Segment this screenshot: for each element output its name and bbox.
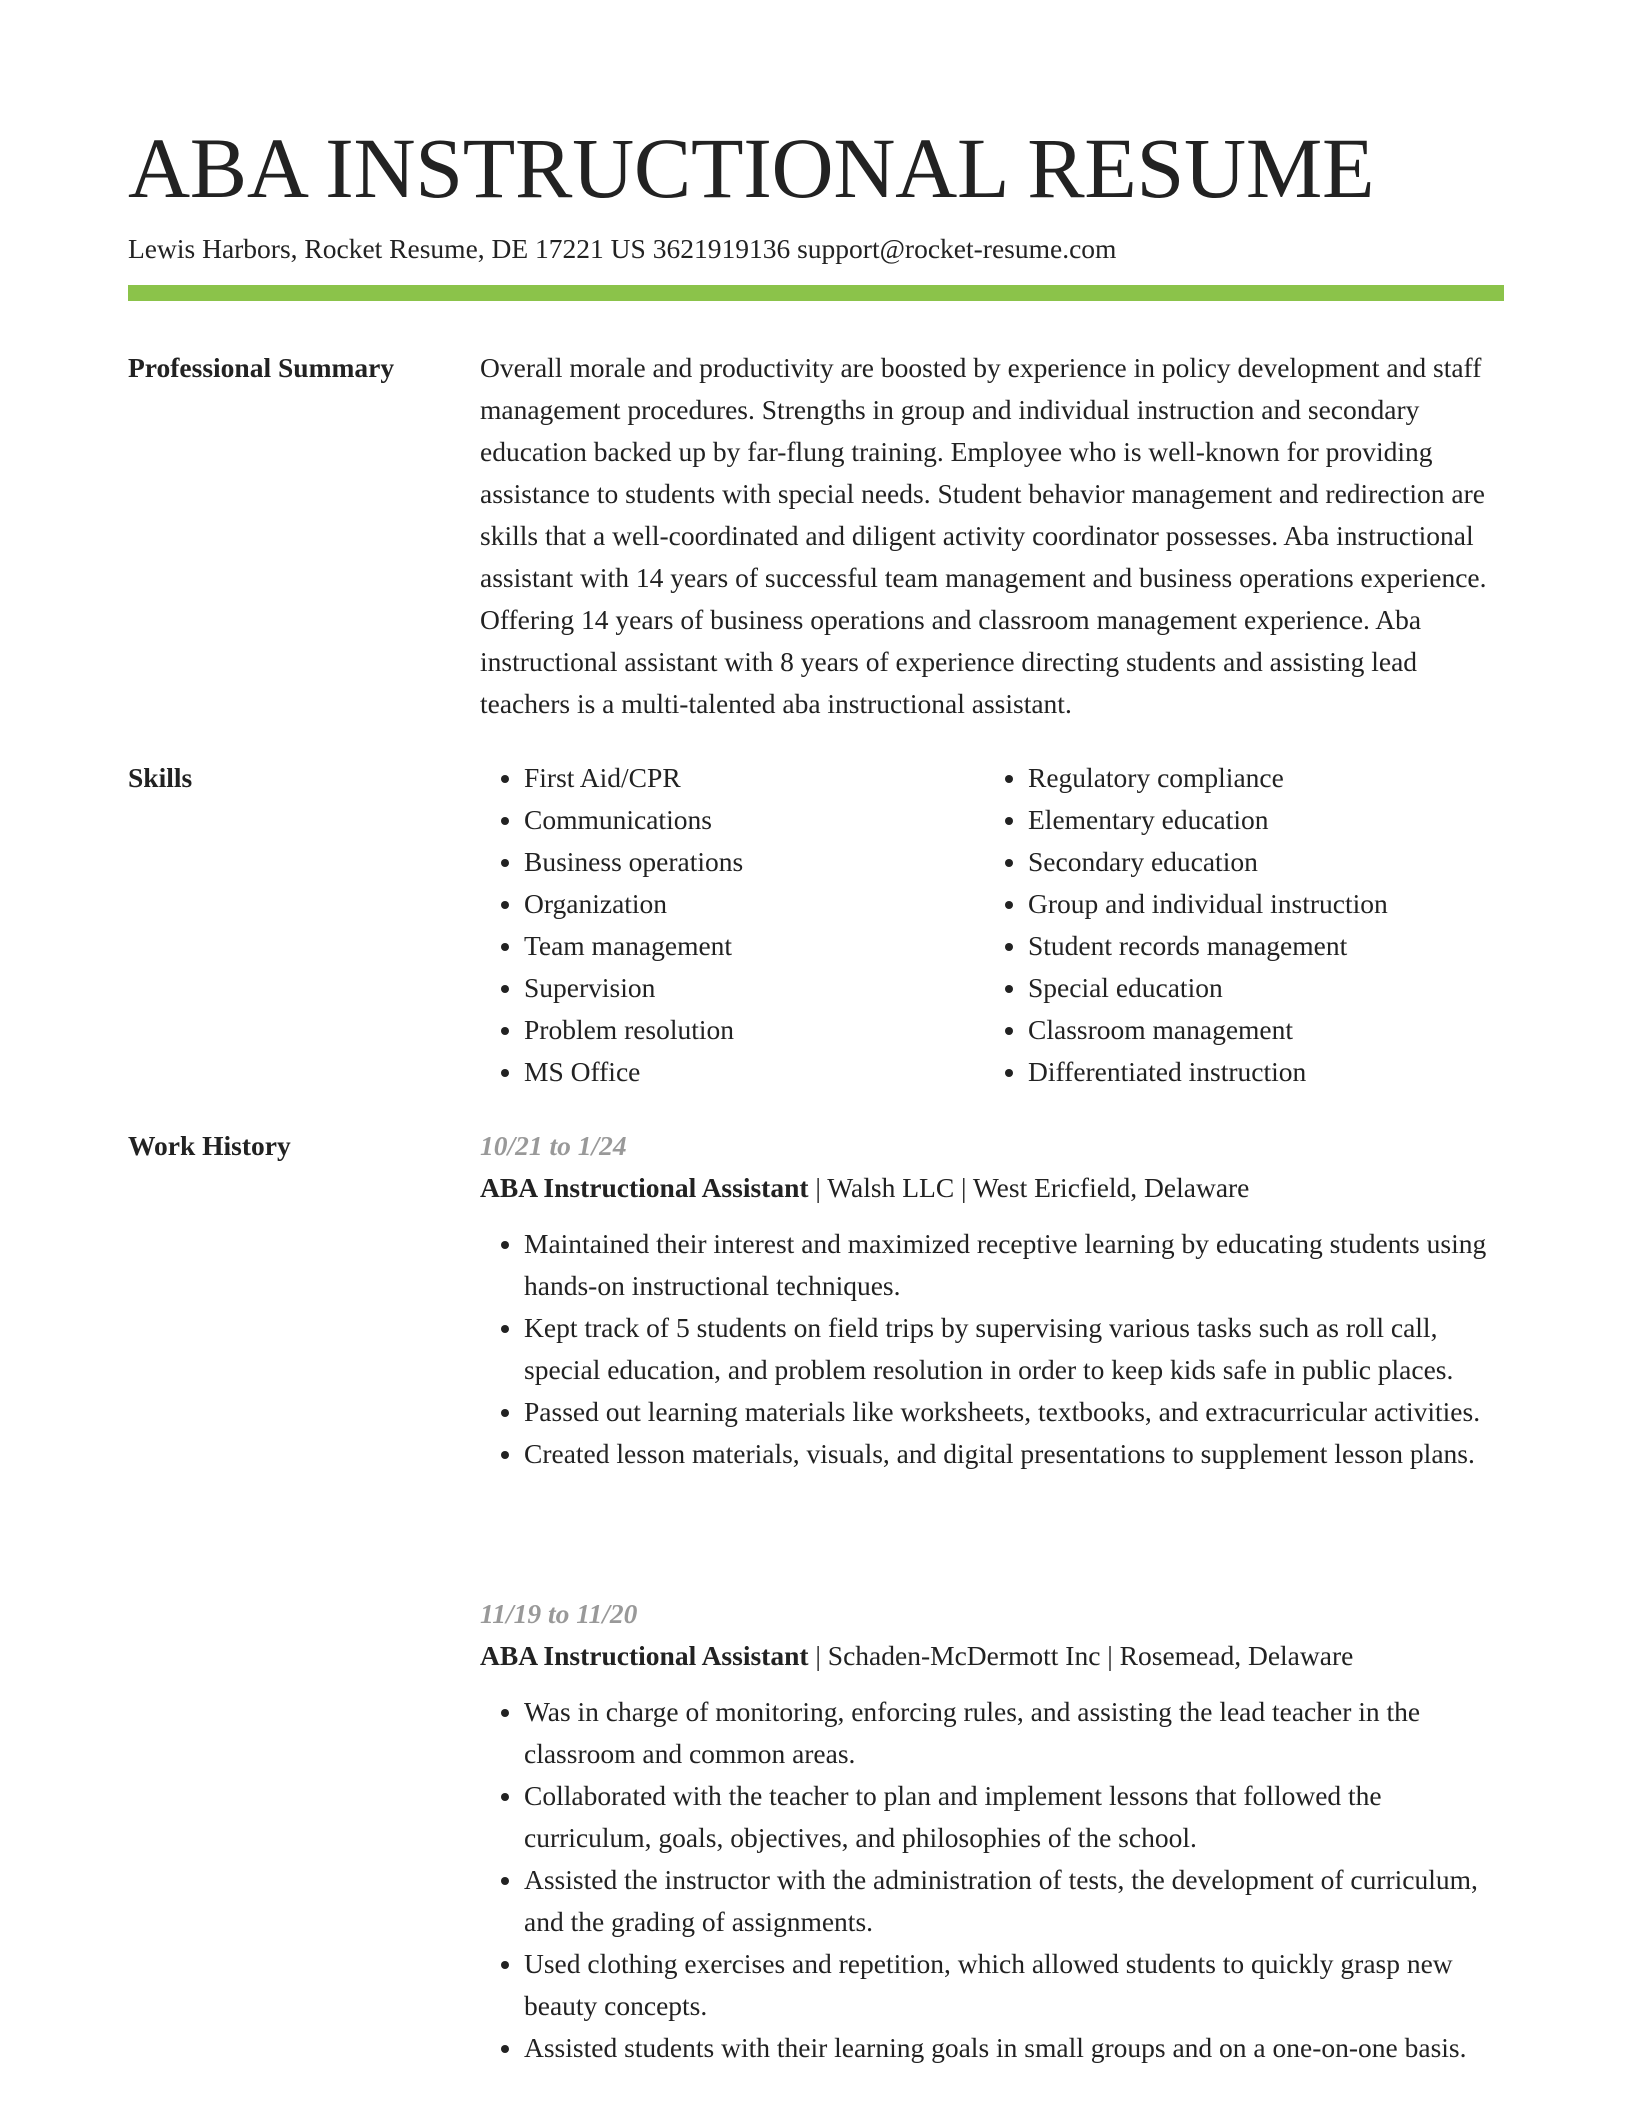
job-dates: 10/21 to 1/24 [480, 1130, 627, 1161]
skill-item: • Business operations [524, 841, 984, 883]
job-employer-location: | Walsh LLC | West Ericfield, Delaware [808, 1172, 1250, 1203]
job-bullet: • Maintained their interest and maximized receptive learning by educating students using hands-on instructional techniques. [524, 1223, 1510, 1307]
job-entry [480, 1593, 1510, 2069]
summary-text: Overall morale and productivity are boosted by experience in policy development and staff management procedures. Strengths in group and individual instruction and secondary education backed up by far-flung training. Employee who is well-known for providing assistance to students with special needs. Student behavior management and redirection are skills that a well-coordinated and diligent activity coordinator possesses. Aba instructional assistant with 14 years of successful team management and business operations experience. Offering 14 years of business operations and classroom management experience. Aba instructional assistant with 8 years of experience directing students and assisting lead teachers is a multi-talented aba instructional assistant. [480, 352, 1487, 719]
skills-list-right [984, 757, 1488, 1093]
job-heading [480, 1635, 1510, 1677]
skill-item: • Elementary education [1028, 799, 1488, 841]
job-bullet: • Created lesson materials, visuals, and digital presentations to supplement lesson plans. [524, 1433, 1510, 1475]
skill-item: • Differentiated instruction [1028, 1051, 1488, 1093]
job-bullets [480, 1691, 1510, 2069]
job-employer-location: | Schaden-McDermott Inc | Rosemead, Delaware [808, 1640, 1354, 1671]
summary-section [480, 347, 1510, 725]
job-bullet: • Assisted the instructor with the administration of tests, the development of curriculum, and the grading of assignments. [524, 1859, 1510, 1943]
job-bullet: • Collaborated with the teacher to plan and implement lessons that followed the curriculum, goals, objectives, and philosophies of the school. [524, 1775, 1510, 1859]
skill-item: • Group and individual instruction [1028, 883, 1488, 925]
skill-item: • Organization [524, 883, 984, 925]
job-bullets [480, 1223, 1510, 1475]
header-divider [128, 285, 1504, 301]
job-bullet: • Kept track of 5 students on field trips by supervising various tasks such as roll call, special education, and problem resolution in order to keep kids safe in public places. [524, 1307, 1510, 1391]
skill-item: • First Aid/CPR [524, 757, 984, 799]
job-heading [480, 1167, 1510, 1209]
skill-item: • Secondary education [1028, 841, 1488, 883]
job-entry [480, 1125, 1510, 1475]
work-history-label: Work History [128, 1130, 291, 1161]
skill-item: • Regulatory compliance [1028, 757, 1488, 799]
job-bullet: • Passed out learning materials like worksheets, textbooks, and extracurricular activities. [524, 1391, 1510, 1433]
skills-list-left [480, 757, 984, 1093]
summary-label: Professional Summary [128, 352, 395, 383]
job-dates: 11/19 to 11/20 [480, 1598, 638, 1629]
skill-item: • MS Office [524, 1051, 984, 1093]
job-bullet: • Assisted students with their learning goals in small groups and on a one-on-one basis. [524, 2027, 1510, 2069]
skills-label: Skills [128, 762, 193, 793]
job-bullet: • Used clothing exercises and repetition, which allowed students to quickly grasp new beauty concepts. [524, 1943, 1510, 2027]
skill-item: • Supervision [524, 967, 984, 1009]
job-title: ABA Instructional Assistant [480, 1172, 809, 1203]
resume-title: ABA INSTRUCTIONAL RESUME [128, 120, 1375, 216]
skill-item: • Team management [524, 925, 984, 967]
skill-item: • Classroom management [1028, 1009, 1488, 1051]
skill-item: • Communications [524, 799, 984, 841]
skill-item: • Special education [1028, 967, 1488, 1009]
skill-item: • Problem resolution [524, 1009, 984, 1051]
skill-item: • Student records management [1028, 925, 1488, 967]
job-title: ABA Instructional Assistant [480, 1640, 809, 1671]
job-bullet: • Was in charge of monitoring, enforcing rules, and assisting the lead teacher in the classroom and common areas. [524, 1691, 1510, 1775]
contact-info: Lewis Harbors, Rocket Resume, DE 17221 US 3621919136 support@rocket-resume.com [128, 233, 1117, 264]
